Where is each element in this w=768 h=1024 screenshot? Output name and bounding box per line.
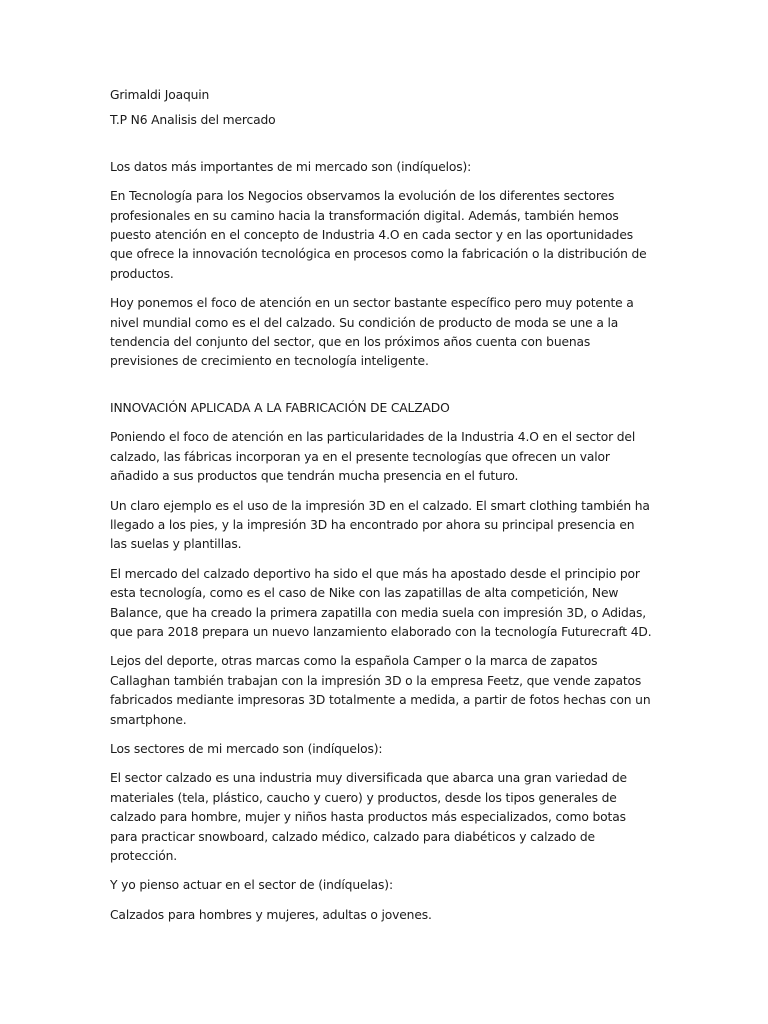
paragraph-industry: Poniendo el foco de atención en las particularidades de la Industria 4.O en el sector del calzado, las fábricas incorporan ya en el presente tecnologías que ofrecen un valor añadido a sus productos que tendrán mucha presencia en el futuro.: [110, 430, 636, 484]
paragraph-sector-description: El sector calzado es una industria muy diversificada que abarca una gran variedad de materiales (tela, plástico, caucho y cuero) y productos, desde los tipos generales de calzado para hombre, mujer y niños hasta productos más especializados, como botas para practicar snowboard, calzado médico, calzado para diabéticos y calzado de protección.: [110, 771, 627, 863]
paragraph-3d-printing: Un claro ejemplo es el uso de la impresión 3D en el calzado. El smart clothing también ha llegado a los pies, y la impresión 3D ha encontrado por ahora su principal presencia en las suelas y plantillas.: [110, 498, 650, 552]
paragraph-sports-market: El mercado del calzado deportivo ha sido el que más ha apostado desde el principio por esta tecnología, como es el caso de Nike con las zapatillas de alta competición, New Balance, que ha creado la primera zapatilla con media suela con impresión 3D, o Adidas, que para 2018 prepara un nuevo lanzamiento elaborado con la tecnología Futurecraft 4D.: [110, 566, 652, 639]
author-name: Grimaldi Joaquin: [110, 88, 210, 102]
document-body: [110, 86, 655, 935]
question-heading-sectors: Los sectores de mi mercado son (indíquelos):: [110, 741, 383, 756]
paragraph-other-brands: Lejos del deporte, otras marcas como la española Camper o la marca de zapatos Callaghan también trabajan con la impresión 3D o la empresa Feetz, que vende zapatos fabricados mediante impresoras 3D totalmente a medida, a partir de fotos hechas con un smartphone.: [110, 654, 651, 727]
paragraph-intro: En Tecnología para los Negocios observamos la evolución de los diferentes sectores profesionales en su camino hacia la transformación digital. Además, también hemos puesto atención en el concepto de Industria 4.O en cada sector y en las oportunidades que ofrece la innovación tecnológica en procesos como la fabricación o la distribución de productos.: [110, 189, 647, 281]
question-heading-target: Y yo pienso actuar en el sector de (indíquelas):: [110, 878, 393, 893]
paragraph-focus: Hoy ponemos el foco de atención en un sector bastante específico pero muy potente a nivel mundial como es el del calzado. Su condición de producto de moda se une a la tendencia del conjunto del sector, que en los próximos años cuenta con buenas previsiones de crecimiento en tecnología inteligente.: [110, 296, 634, 369]
paragraph-target-sector: Calzados para hombres y mujeres, adultas o jovenes.: [110, 907, 432, 922]
section-heading: INNOVACIÓN APLICADA A LA FABRICACIÓN DE CALZADO: [110, 400, 450, 415]
document-subtitle: T.P N6 Analisis del mercado: [110, 113, 276, 128]
question-heading-data: Los datos más importantes de mi mercado son (indíquelos):: [110, 159, 472, 174]
